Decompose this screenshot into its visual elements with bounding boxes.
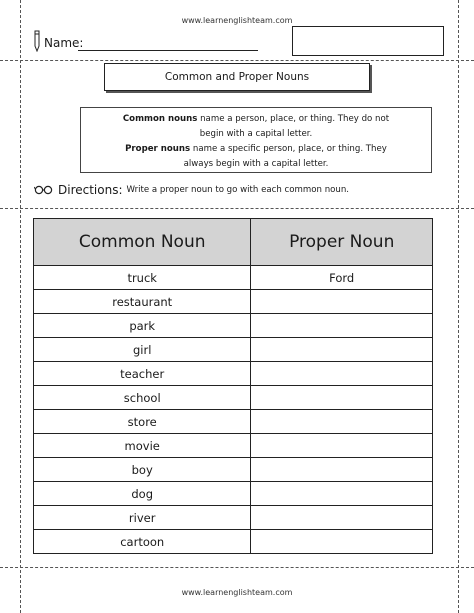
proper-noun-cell[interactable] xyxy=(251,434,433,458)
proper-noun-cell[interactable] xyxy=(251,410,433,434)
worksheet-title: Common and Proper Nouns xyxy=(104,63,370,91)
common-noun-cell: movie xyxy=(34,434,251,458)
common-noun-cell: river xyxy=(34,506,251,530)
common-noun-cell: boy xyxy=(34,458,251,482)
site-url-top: www.learnenglishteam.com xyxy=(181,16,293,25)
proper-noun-cell[interactable] xyxy=(251,458,433,482)
table-row xyxy=(34,482,433,506)
site-url-bottom: www.learnenglishteam.com xyxy=(181,588,293,597)
directions-dashed-divider xyxy=(0,208,474,209)
common-noun-cell: store xyxy=(34,410,251,434)
common-noun-cell: girl xyxy=(34,338,251,362)
directions-text: Write a proper noun to go with each common noun. xyxy=(126,185,350,195)
nouns-table xyxy=(33,218,433,554)
left-dashed-border xyxy=(20,0,21,613)
common-noun-cell: truck xyxy=(34,266,251,290)
header-proper-noun: Proper Noun xyxy=(251,219,433,266)
proper-noun-definition-line2: always begin with a capital letter. xyxy=(183,159,329,169)
directions xyxy=(34,183,349,197)
proper-noun-cell[interactable] xyxy=(251,314,433,338)
common-noun-definition-line2: begin with a capital letter. xyxy=(199,129,313,139)
proper-noun-cell[interactable] xyxy=(251,506,433,530)
score-box[interactable] xyxy=(292,26,444,56)
definition-box xyxy=(80,107,432,173)
proper-noun-definition-line1: Proper nouns name a specific person, place, or thing. They xyxy=(125,144,387,154)
bottom-dashed-divider xyxy=(0,567,474,568)
common-noun-cell: cartoon xyxy=(34,530,251,554)
table-row xyxy=(34,530,433,554)
table-row xyxy=(34,386,433,410)
proper-noun-cell[interactable] xyxy=(251,362,433,386)
common-noun-cell: park xyxy=(34,314,251,338)
proper-noun-cell[interactable] xyxy=(251,386,433,410)
proper-noun-cell[interactable] xyxy=(251,290,433,314)
name-field[interactable] xyxy=(78,50,258,51)
header-common-noun: Common Noun xyxy=(34,219,251,266)
table-row xyxy=(34,314,433,338)
common-noun-cell: teacher xyxy=(34,362,251,386)
table-row xyxy=(34,266,433,290)
top-dashed-divider xyxy=(0,60,474,61)
common-noun-definition-line1: Common nouns name a person, place, or thing. They do not xyxy=(122,114,390,124)
table-row xyxy=(34,458,433,482)
table-row xyxy=(34,434,433,458)
common-noun-cell: dog xyxy=(34,482,251,506)
proper-noun-cell[interactable]: Ford xyxy=(251,266,433,290)
table-row xyxy=(34,362,433,386)
proper-noun-cell[interactable] xyxy=(251,338,433,362)
table-row xyxy=(34,338,433,362)
table-row xyxy=(34,290,433,314)
table-row xyxy=(34,506,433,530)
table-row xyxy=(34,410,433,434)
common-noun-cell: school xyxy=(34,386,251,410)
proper-noun-cell[interactable] xyxy=(251,482,433,506)
proper-noun-cell[interactable] xyxy=(251,530,433,554)
pencil-icon xyxy=(32,30,42,52)
right-dashed-border xyxy=(458,0,459,613)
common-noun-cell: restaurant xyxy=(34,290,251,314)
glasses-icon xyxy=(34,185,54,195)
name-label: Name: xyxy=(44,36,84,50)
directions-label: Directions: xyxy=(58,183,123,197)
